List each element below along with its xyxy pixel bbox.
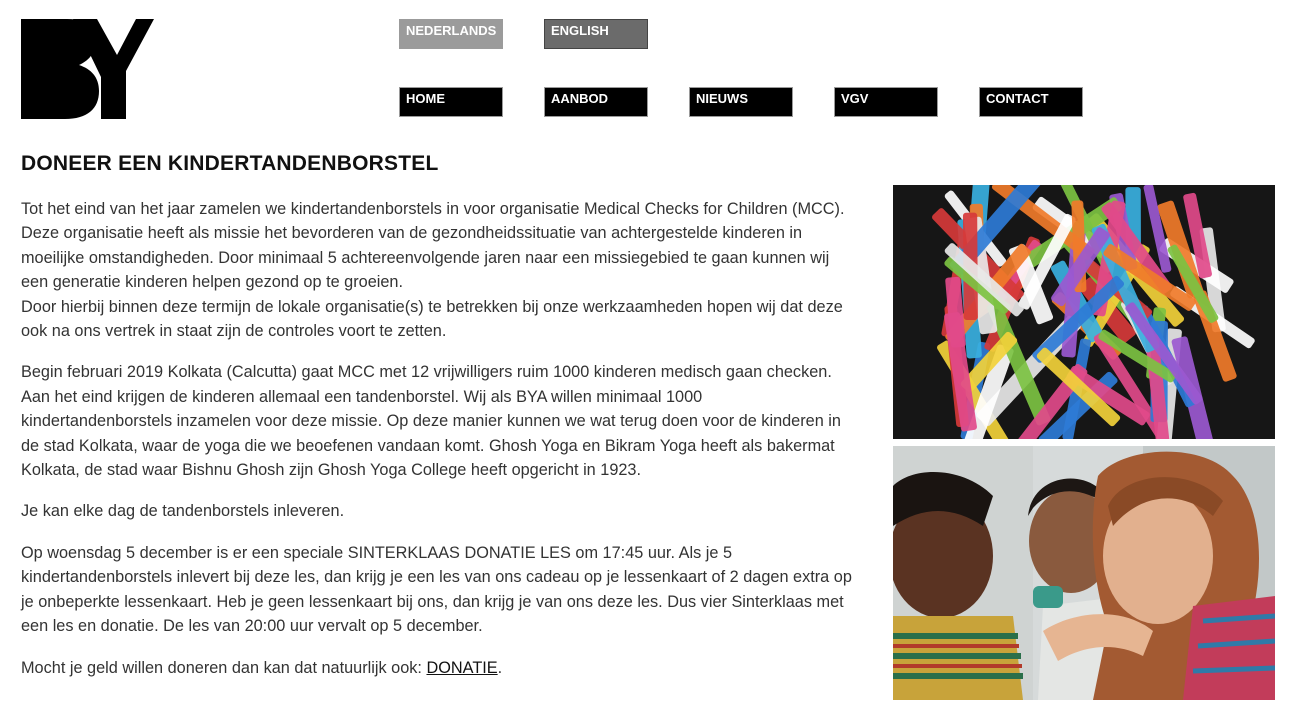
sinterklaas-paragraph: Op woensdag 5 december is er een speciale SINTERKLAAS DONATIE LES om 17:45 uur. Als je 5 kindertandenborstels inlevert bij deze les, dan krijg je een les van ons cadeau op je lessenkaart of 2 dagen extra op je onbeperkte lessenkaart. Heb je geen lessenkaart bij ons, dan krijg je van ons deze les. Dus vier Sinterklaas met een les en donatie. De les van 20:00 uur vervalt op 5 december. <box>21 543 852 636</box>
nav-nieuws[interactable]: NIEUWS <box>689 87 793 117</box>
toothbrushes-photo <box>893 185 1275 439</box>
page-title: DONEER EEN KINDERTANDENBORSTEL <box>21 152 439 175</box>
dental-check-photo <box>893 446 1275 700</box>
donation-paragraph <box>21 656 856 680</box>
nav-vgv[interactable]: VGV <box>834 87 938 117</box>
intro-line-2: Deze organisatie heeft als missie het bevorderen van de gezondheidssituatie van achtergestelde kinderen in moeilijke omstandigheden. Door minimaal 5 achtereenvolgende jaren naar een missiegebied te gaan kunnen wij een generatie kinderen helpen gezond op te groeien. <box>21 224 830 292</box>
intro-line-1: Tot het eind van het jaar zamelen we kindertandenborstels in voor organisatie Medical Checks for Children (MCC). <box>21 200 845 218</box>
nav-home[interactable]: HOME <box>399 87 503 117</box>
language-nl-button[interactable]: NEDERLANDS <box>399 19 503 49</box>
donation-end: . <box>497 658 503 677</box>
dropoff-paragraph: Je kan elke dag de tandenborstels inleveren. <box>21 502 345 521</box>
nav-aanbod[interactable]: AANBOD <box>544 87 648 117</box>
bya-logo[interactable] <box>21 19 154 119</box>
intro-paragraph <box>21 197 856 343</box>
mission-paragraph: Begin februari 2019 Kolkata (Calcutta) gaat MCC met 12 vrijwilligers ruim 1000 kinderen medisch gaan checken. Aan het eind krijgen de kinderen allemaal een tandenborstel. Wij als BYA willen minimaal 1000 kindertandenborstels inzamelen voor deze missie. Op deze manier kunnen we wat terug doen voor de kinderen in de stad Kolkata, waar de yoga die we beoefenen vandaan komt. Ghosh Yoga en Bikram Yoga heeft als bakermat Kolkata, de stad waar Bishnu Ghosh zijn Ghosh Yoga College heeft opgericht in 1923. <box>21 363 841 480</box>
nav-contact[interactable]: CONTACT <box>979 87 1083 117</box>
language-en-button[interactable]: ENGLISH <box>544 19 648 49</box>
article-body <box>21 197 856 697</box>
donation-text: Mocht je geld willen doneren dan kan dat natuurlijk ook: <box>21 658 427 677</box>
donation-link[interactable]: DONATIE <box>426 658 498 677</box>
intro-line-3: Door hierbij binnen deze termijn de lokale organisatie(s) te betrekken bij onze werkzaamheden hopen wij dat deze ook na ons vertrek in staat zijn de controles voort te zetten. <box>21 297 843 341</box>
